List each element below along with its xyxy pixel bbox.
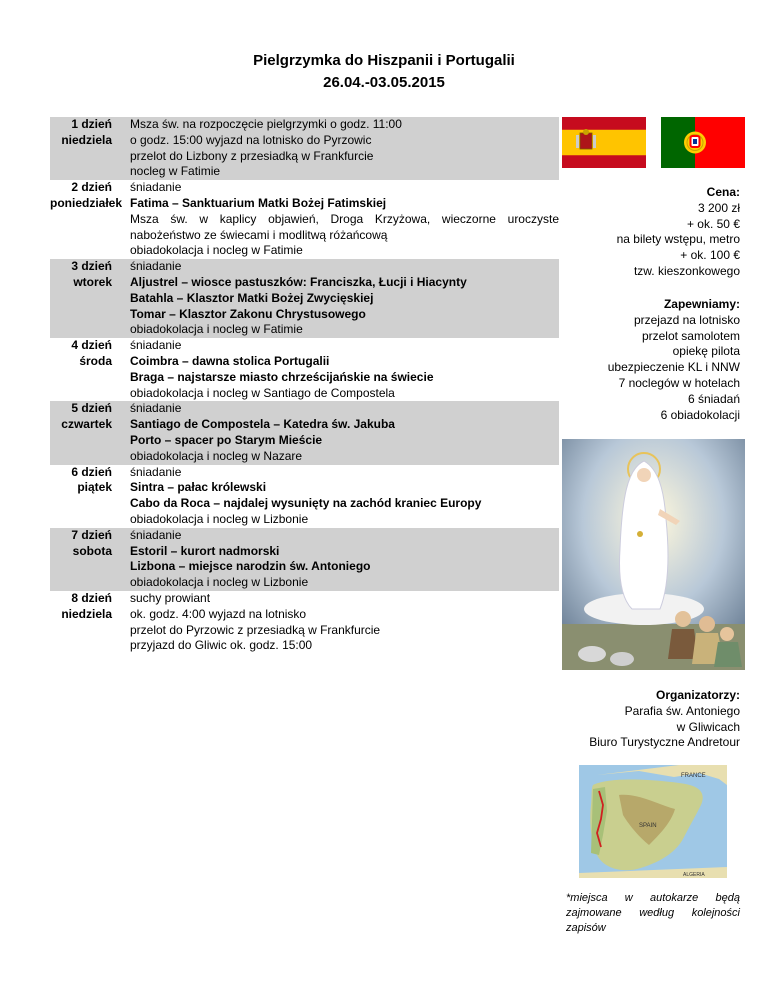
- map-label-spain: SPAIN: [639, 823, 657, 829]
- day-label: [50, 465, 130, 528]
- day-weekday: niedziela: [61, 132, 112, 147]
- activity-line: Tomar – Klasztor Zakonu Chrystusowego: [130, 306, 366, 321]
- day-number: 5 dzień: [71, 401, 112, 416]
- document-dates: 26.04.-03.05.2015: [323, 74, 445, 91]
- iberia-route-map: [579, 765, 727, 878]
- day-activities: [130, 180, 559, 259]
- day-label: [50, 259, 130, 338]
- day-row: [50, 465, 559, 528]
- activity-line: obiadokolacja i nocleg w Fatimie: [130, 322, 303, 337]
- activity-line: Estoril – kurort nadmorski: [130, 543, 280, 558]
- activity-line: nocleg w Fatimie: [130, 164, 221, 179]
- price-line: tzw. kieszonkowego: [633, 263, 740, 278]
- day-label: [50, 528, 130, 591]
- activity-line: Aljustrel – wiosce pastuszków: Franciszka, Łucji i Hiacynty: [130, 274, 467, 289]
- day-label: [50, 401, 130, 464]
- activity-line: obiadokolacja i nocleg w Fatimie: [130, 243, 303, 258]
- organizer-line: Parafia św. Antoniego: [624, 703, 740, 718]
- price-line: + ok. 100 €: [680, 248, 740, 263]
- activity-line: Sintra – pałac królewski: [130, 480, 267, 495]
- included-section: [608, 297, 740, 423]
- price-line: + ok. 50 €: [686, 216, 740, 231]
- activity-line: śniadanie: [130, 464, 182, 479]
- included-line: 6 obiadokolacji: [660, 407, 740, 422]
- day-activities: [130, 338, 559, 401]
- day-weekday: czwartek: [61, 417, 112, 432]
- document-title: Pielgrzymka do Hiszpanii i Portugalii: [253, 52, 515, 69]
- activity-line: przelot do Pyrzowic z przesiadką w Frankfurcie: [130, 622, 381, 637]
- day-weekday: sobota: [72, 543, 112, 558]
- day-row: [50, 528, 559, 591]
- activity-line: obiadokolacja i nocleg w Santiago de Compostela: [130, 385, 395, 400]
- map-label-france: FRANCE: [681, 773, 706, 779]
- day-weekday: piątek: [77, 480, 112, 495]
- activity-line: Braga – najstarsze miasto chrześcijańskie na świecie: [130, 369, 434, 384]
- day-label: [50, 338, 130, 401]
- day-row: [50, 338, 559, 401]
- activity-line: ok. godz. 4:00 wyjazd na lotnisko: [130, 606, 307, 621]
- activity-line: o godz. 15:00 wyjazd na lotnisko do Pyrzowic: [130, 132, 372, 147]
- activity-line: przyjazd do Gliwic ok. godz. 15:00: [130, 638, 313, 653]
- day-row: [50, 401, 559, 464]
- included-line: przelot samolotem: [641, 328, 740, 343]
- activity-line: Coimbra – dawna stolica Portugalii: [130, 353, 330, 368]
- day-label: [50, 180, 130, 259]
- day-activities: [130, 465, 559, 528]
- day-activities: [130, 259, 559, 338]
- portugal-flag-icon: [661, 117, 745, 168]
- included-line: opiekę pilota: [672, 344, 740, 359]
- price-heading: Cena:: [706, 185, 740, 199]
- day-number: 8 dzień: [71, 590, 112, 605]
- activity-line: śniadanie: [130, 180, 182, 195]
- activity-line: śniadanie: [130, 338, 182, 353]
- organizer-line: Biuro Turystyczne Andretour: [589, 735, 740, 750]
- included-line: 7 noclegów w hotelach: [618, 375, 740, 390]
- our-lady-of-fatima-image: [562, 439, 745, 670]
- activity-line: Cabo da Roca – najdalej wysunięty na zachód kraniec Europy: [130, 496, 482, 511]
- activity-line: przelot do Lizbony z przesiadką w Frankfurcie: [130, 148, 374, 163]
- activity-line: Msza św. na rozpoczęcie pielgrzymki o godz. 11:00: [130, 117, 402, 131]
- day-row: [50, 591, 559, 654]
- activity-line: Msza św. w kaplicy objawień, Droga Krzyżowa, wieczorne uroczyste nabożeństwo ze świecami i modlitwą różańcową: [130, 211, 559, 242]
- activity-line: Santiago de Compostela – Katedra św. Jakuba: [130, 417, 395, 432]
- organizers-heading: Organizatorzy:: [655, 688, 740, 702]
- activity-line: suchy prowiant: [130, 590, 211, 605]
- day-weekday: poniedziałek: [50, 195, 123, 210]
- included-heading: Zapewniamy:: [663, 297, 740, 311]
- day-row: [50, 117, 559, 180]
- map-label-algeria: ALGERIA: [683, 872, 705, 878]
- spain-flag-icon: [562, 117, 646, 168]
- seating-note: *miejsca w autokarze będą zajmowane według kolejności zapisów: [566, 892, 740, 934]
- day-row: [50, 180, 559, 259]
- day-number: 2 dzień: [71, 180, 112, 195]
- activity-line: śniadanie: [130, 401, 182, 416]
- activity-line: obiadokolacja i nocleg w Nazare: [130, 448, 303, 463]
- price-line: 3 200 zł: [697, 200, 740, 215]
- activity-line: obiadokolacja i nocleg w Lizbonie: [130, 575, 309, 590]
- activity-line: Fatima – Sanktuarium Matki Bożej Fatimskiej: [130, 195, 387, 210]
- included-line: 6 śniadań: [687, 391, 740, 406]
- day-weekday: środa: [79, 353, 112, 368]
- itinerary-schedule: [50, 117, 559, 654]
- day-weekday: wtorek: [73, 274, 112, 289]
- included-line: przejazd na lotnisko: [633, 312, 740, 327]
- organizer-line: w Gliwicach: [676, 719, 740, 734]
- day-label: [50, 591, 130, 654]
- day-number: 1 dzień: [71, 117, 112, 131]
- day-number: 6 dzień: [71, 464, 112, 479]
- price-line: na bilety wstępu, metro: [616, 232, 740, 247]
- day-activities: [130, 117, 559, 180]
- price-section: [617, 185, 740, 280]
- included-line: ubezpieczenie KL i NNW: [607, 360, 740, 375]
- activity-line: śniadanie: [130, 527, 182, 542]
- day-row: [50, 259, 559, 338]
- day-activities: [130, 528, 559, 591]
- activity-line: Porto – spacer po Starym Mieście: [130, 432, 323, 447]
- day-number: 3 dzień: [71, 259, 112, 274]
- activity-line: Lizbona – miejsce narodzin św. Antoniego: [130, 559, 371, 574]
- activity-line: obiadokolacja i nocleg w Lizbonie: [130, 511, 309, 526]
- day-activities: [130, 401, 559, 464]
- activity-line: Batahla – Klasztor Matki Bożej Zwycięskiej: [130, 290, 374, 305]
- organizers-section: [589, 688, 740, 751]
- day-weekday: niedziela: [61, 606, 112, 621]
- day-activities: [130, 591, 559, 654]
- day-number: 4 dzień: [71, 338, 112, 353]
- activity-line: śniadanie: [130, 259, 182, 274]
- day-number: 7 dzień: [71, 527, 112, 542]
- day-label: [50, 117, 130, 180]
